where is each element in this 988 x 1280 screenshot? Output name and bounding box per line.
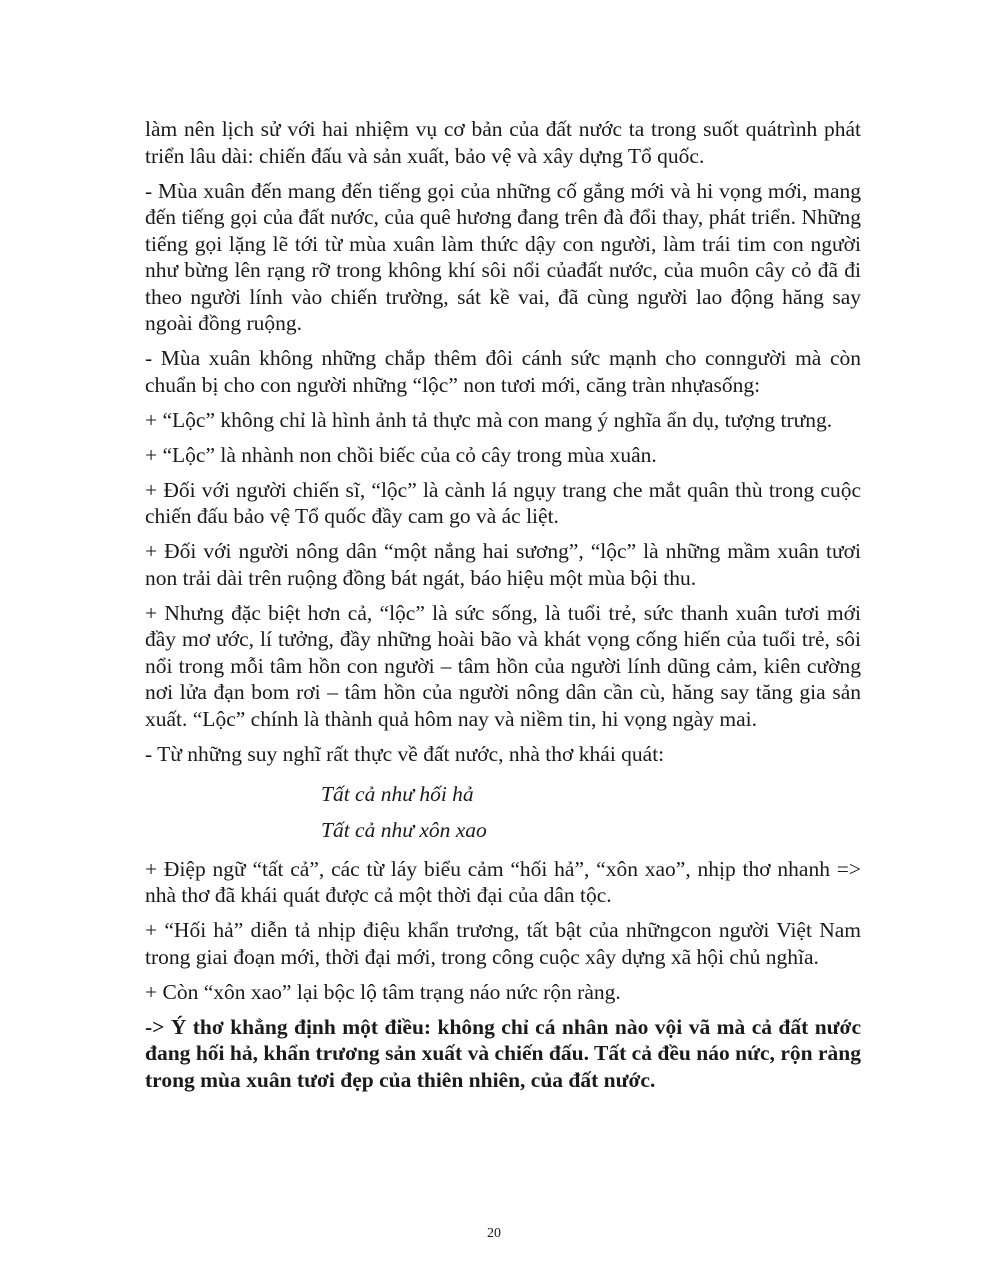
paragraph: + Đối với người nông dân “một nắng hai sương”, “lộc” là những mầm xuân tươi non trải dài trên ruộng đồng bát ngát, báo hiệu một mùa bội thu. xyxy=(145,539,861,590)
paragraph: + “Lộc” là nhành non chồi biếc của cỏ cây trong mùa xuân. xyxy=(145,442,657,467)
poem-excerpt xyxy=(145,776,861,848)
paragraph: - Mùa xuân đến mang đến tiếng gọi của những cố gắng mới và hi vọng mới, mang đến tiếng gọi của đất nước, của quê hương đang trên đà đổi thay, phát triển. Những tiếng gọi lặng lẽ tới từ mùa xuân làm thức dậy con người, làm trái tim con người như bừng lên rạng rỡ trong không khí sôi nổi củađất nước, của muôn cây cỏ đã đi theo người lính vào chiến trường, sát kề vai, đã cùng người lao động hăng say ngoài đồng ruộng. xyxy=(145,178,861,335)
paragraph: làm nên lịch sử với hai nhiệm vụ cơ bản của đất nước ta trong suốt quátrình phát triển lâu dài: chiến đấu và sản xuất, bảo vệ và xây dựng Tổ quốc. xyxy=(145,117,861,168)
poem-line: Tất cả như xôn xao xyxy=(321,817,487,842)
paragraph: + “Lộc” không chỉ là hình ảnh tả thực mà con mang ý nghĩa ẩn dụ, tượng trưng. xyxy=(145,407,833,432)
paragraph: + Đối với người chiến sĩ, “lộc” là cành lá ngụy trang che mắt quân thù trong cuộc chiến đấu bảo vệ Tổ quốc đầy cam go và ác liệt. xyxy=(145,477,861,528)
paragraph: + “Hối hả” diễn tả nhịp điệu khẩn trương, tất bật của nhữngcon người Việt Nam trong giai đoạn mới, thời đại mới, trong công cuộc xây dựng xã hội chủ nghĩa. xyxy=(145,918,861,969)
paragraph: + Điệp ngữ “tất cả”, các từ láy biểu cảm “hối hả”, “xôn xao”, nhịp thơ nhanh => nhà thơ đã khái quát được cả một thời đại của dân tộc. xyxy=(145,856,861,907)
paragraph: + Còn “xôn xao” lại bộc lộ tâm trạng náo nức rộn ràng. xyxy=(145,979,621,1004)
paragraph: - Mùa xuân không những chắp thêm đôi cánh sức mạnh cho conngười mà còn chuẩn bị cho con người những “lộc” non tươi mới, căng tràn nhựasống: xyxy=(145,346,861,397)
poem-line: Tất cả như hối hả xyxy=(321,781,474,806)
page-number: 20 xyxy=(487,1226,501,1241)
paragraph: - Từ những suy nghĩ rất thực về đất nước, nhà thơ khái quát: xyxy=(145,741,665,766)
document-body xyxy=(145,116,861,1102)
conclusion-paragraph: -> Ý thơ khẳng định một điều: không chỉ cá nhân nào vội vã mà cả đất nước đang hối hả, khẩn trương sản xuất và chiến đấu. Tất cả đều náo nức, rộn ràng trong mùa xuân tươi đẹp của thiên nhiên, của đất nước. xyxy=(145,1014,861,1092)
paragraph: + Nhưng đặc biệt hơn cả, “lộc” là sức sống, là tuổi trẻ, sức thanh xuân tươi mới đầy mơ ước, lí tưởng, đầy những hoài bão và khát vọng cống hiến của tuổi trẻ, sôi nổi trong mỗi tâm hồn con người – tâm hồn của người lính dũng cảm, kiên cường nơi lửa đạn bom rơi – tâm hồn của người nông dân cần cù, hăng say tăng gia sản xuất. “Lộc” chính là thành quả hôm nay và niềm tin, hi vọng ngày mai. xyxy=(145,600,861,731)
